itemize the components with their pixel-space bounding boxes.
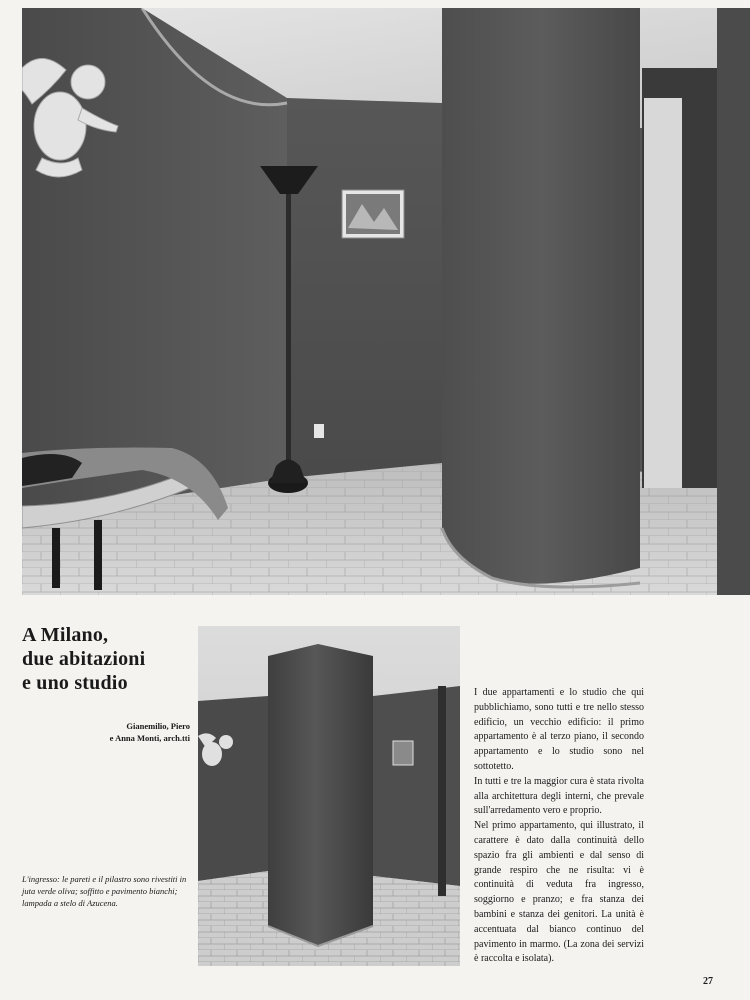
title-line: A Milano, — [22, 624, 109, 646]
title-line: e uno studio — [22, 672, 128, 694]
body-paragraph: In tutti e tre la maggior cura è stata rivolta alla architettura degli interni, che prevale sull'arredamento vero e proprio. — [474, 775, 644, 817]
article-body — [474, 686, 644, 967]
body-paragraph: Nel primo appartamento, qui illustrato, il carattere è dato dalla continuità dello spazio fra gli ambienti e dal senso di grande respiro che ne risulta: vi è continuità di veduta fra ingresso, soggiorno e pranzo; e fra stanza dei bambini e stanza dei genitori. La unità è accentuata dal bianco continuo del pavimento in marmo. (La zona dei servizi è raccolta e isolata). — [474, 820, 644, 965]
photo-caption: L'ingresso: le pareti e il pilastro sono rivestiti in juta verde oliva; soffitto e pavimento bianchi; lampada a stelo di Azucena. — [22, 874, 187, 908]
credits-line: Gianemilio, Piero — [126, 721, 190, 731]
architect-credits — [60, 720, 190, 744]
article-title — [22, 623, 192, 695]
title-line: due abitazioni — [22, 648, 146, 670]
body-paragraph: I due appartamenti e lo studio che qui pubblichiamo, sono tutti e tre nello stesso edificio, un vecchio edificio: il primo appartamento è al terzo piano, il secondo appartamento e lo studio sono nel sottotetto. — [474, 687, 644, 772]
pillar-photo — [198, 626, 460, 966]
page-number: 27 — [703, 976, 713, 987]
entrance-hall-photo — [22, 8, 750, 595]
credits-line: e Anna Monti, arch.tti — [109, 733, 190, 743]
